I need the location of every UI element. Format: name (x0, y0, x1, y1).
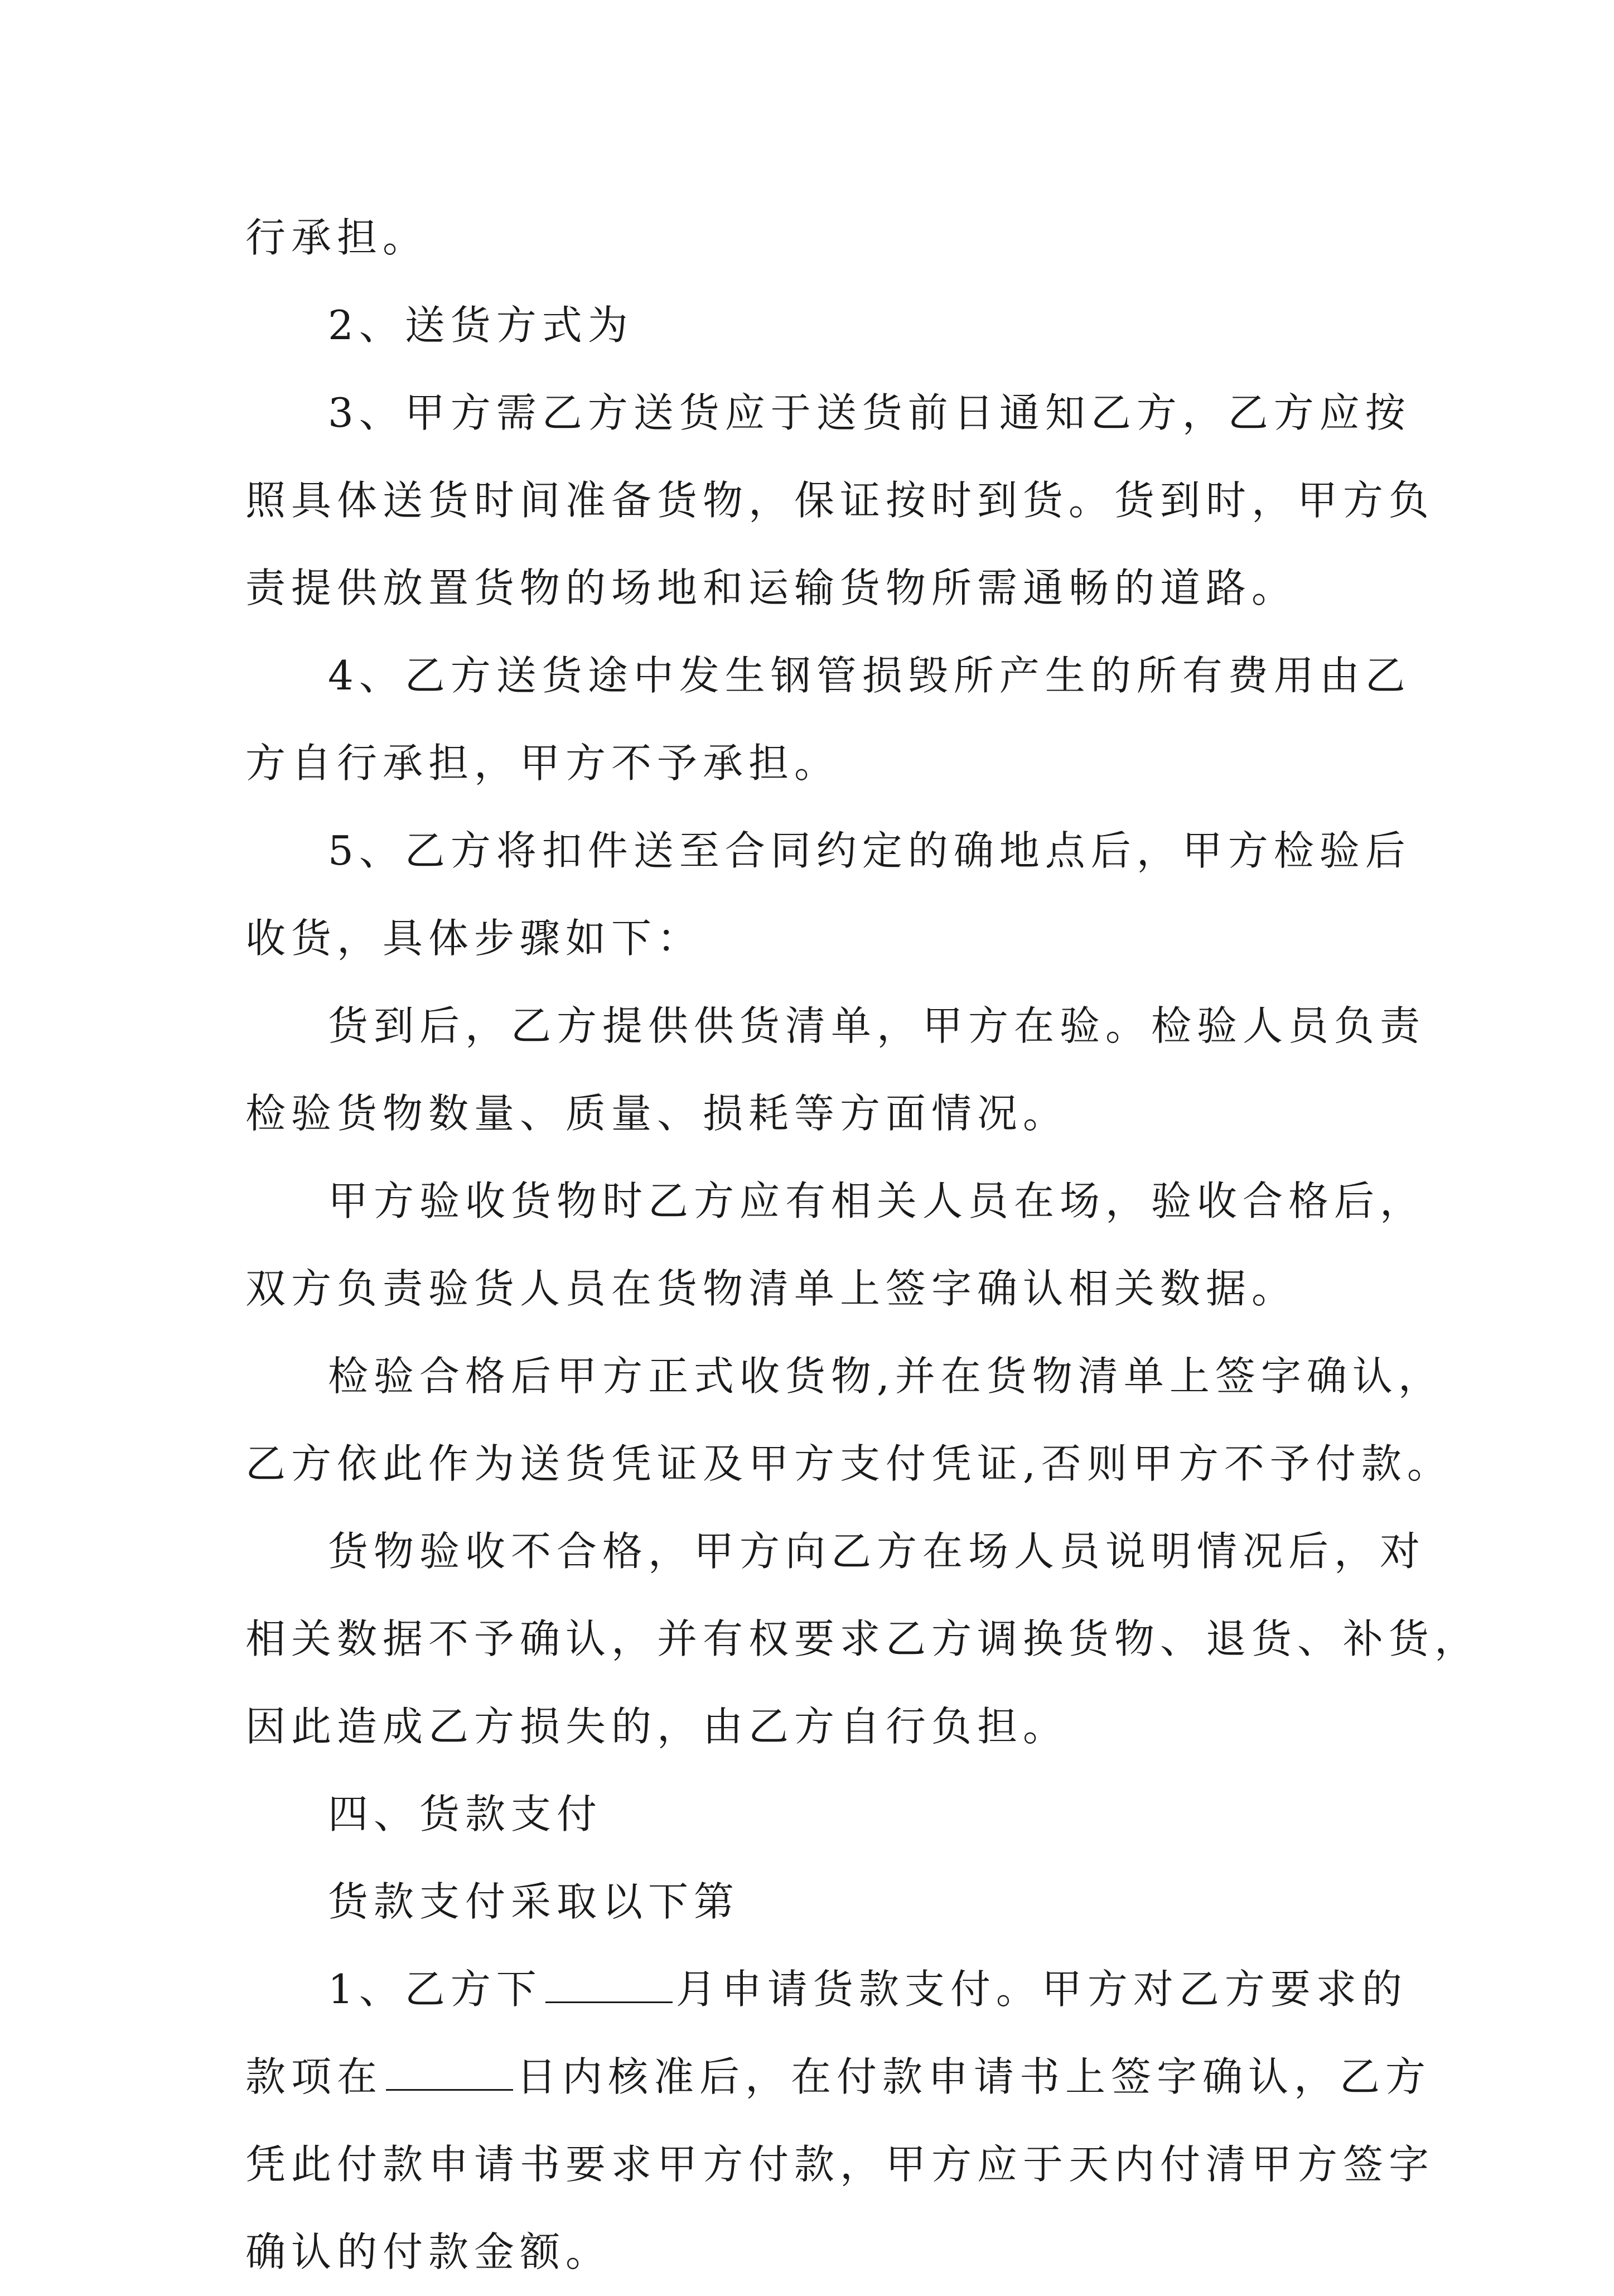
text-line: 方自行承担，甲方不予承担。 (245, 740, 840, 787)
text-line: 乙方依此作为送货凭证及甲方支付凭证,否则甲方不予付款。 (245, 1440, 1453, 1487)
text-line: 双方负责验货人员在货物清单上签字确认相关数据。 (245, 1265, 1298, 1312)
text-line: 检验货物数量、质量、损耗等方面情况。 (245, 1090, 1069, 1137)
text-line: 确认的付款金额。 (245, 2229, 612, 2275)
text-fragment: 月申请货款支付。甲方对乙方要求的 (675, 1966, 1408, 2013)
text-line: 收货，具体步骤如下： (245, 915, 703, 962)
text-fragment: 1、乙方下 (328, 1966, 542, 2013)
text-line: 责提供放置货物的场地和运输货物所需通畅的道路。 (245, 565, 1298, 611)
text-line: 行承担。 (245, 214, 429, 261)
text-line: 货到后，乙方提供供货清单，甲方在验。检验人员负责 (328, 1002, 1426, 1049)
text-line: 因此造成乙方损失的，由乙方自行负担。 (245, 1703, 1069, 1750)
section-heading: 四、货款支付 (328, 1791, 603, 1837)
fill-in-blank (386, 2056, 513, 2091)
document-body (245, 194, 1481, 2296)
text-line: 3、甲方需乙方送货应于送货前日通知乙方，乙方应按 (328, 389, 1411, 436)
text-line: 甲方验收货物时乙方应有相关人员在场，验收合格后， (328, 1178, 1426, 1224)
text-line-with-blank (245, 2033, 1432, 2121)
text-line: 货款支付采取以下第 (328, 1878, 740, 1925)
text-fragment: 日内核准后，在付款申请书上签字确认，乙方 (516, 2053, 1432, 2100)
text-line: 检验合格后甲方正式收货物,并在货物清单上签字确认， (328, 1353, 1444, 1400)
fill-in-blank (545, 1968, 673, 2003)
text-line: 2、送货方式为 (328, 302, 634, 349)
text-line-with-blank (245, 1946, 1408, 2033)
text-line: 照具体送货时间准备货物，保证按时到货。货到时，甲方负 (245, 477, 1435, 524)
text-line: 相关数据不予确认，并有权要求乙方调换货物、退货、补货， (245, 1615, 1481, 1662)
text-line: 5、乙方将扣件送至合同约定的确地点后，甲方检验后 (328, 827, 1411, 874)
text-fragment: 款项在 (245, 2053, 383, 2100)
text-line: 凭此付款申请书要求甲方付款，甲方应于天内付清甲方签字 (245, 2141, 1435, 2188)
text-line: 4、乙方送货途中发生钢管损毁所产生的所有费用由乙 (328, 652, 1411, 699)
text-line: 货物验收不合格，甲方向乙方在场人员说明情况后，对 (328, 1528, 1426, 1575)
